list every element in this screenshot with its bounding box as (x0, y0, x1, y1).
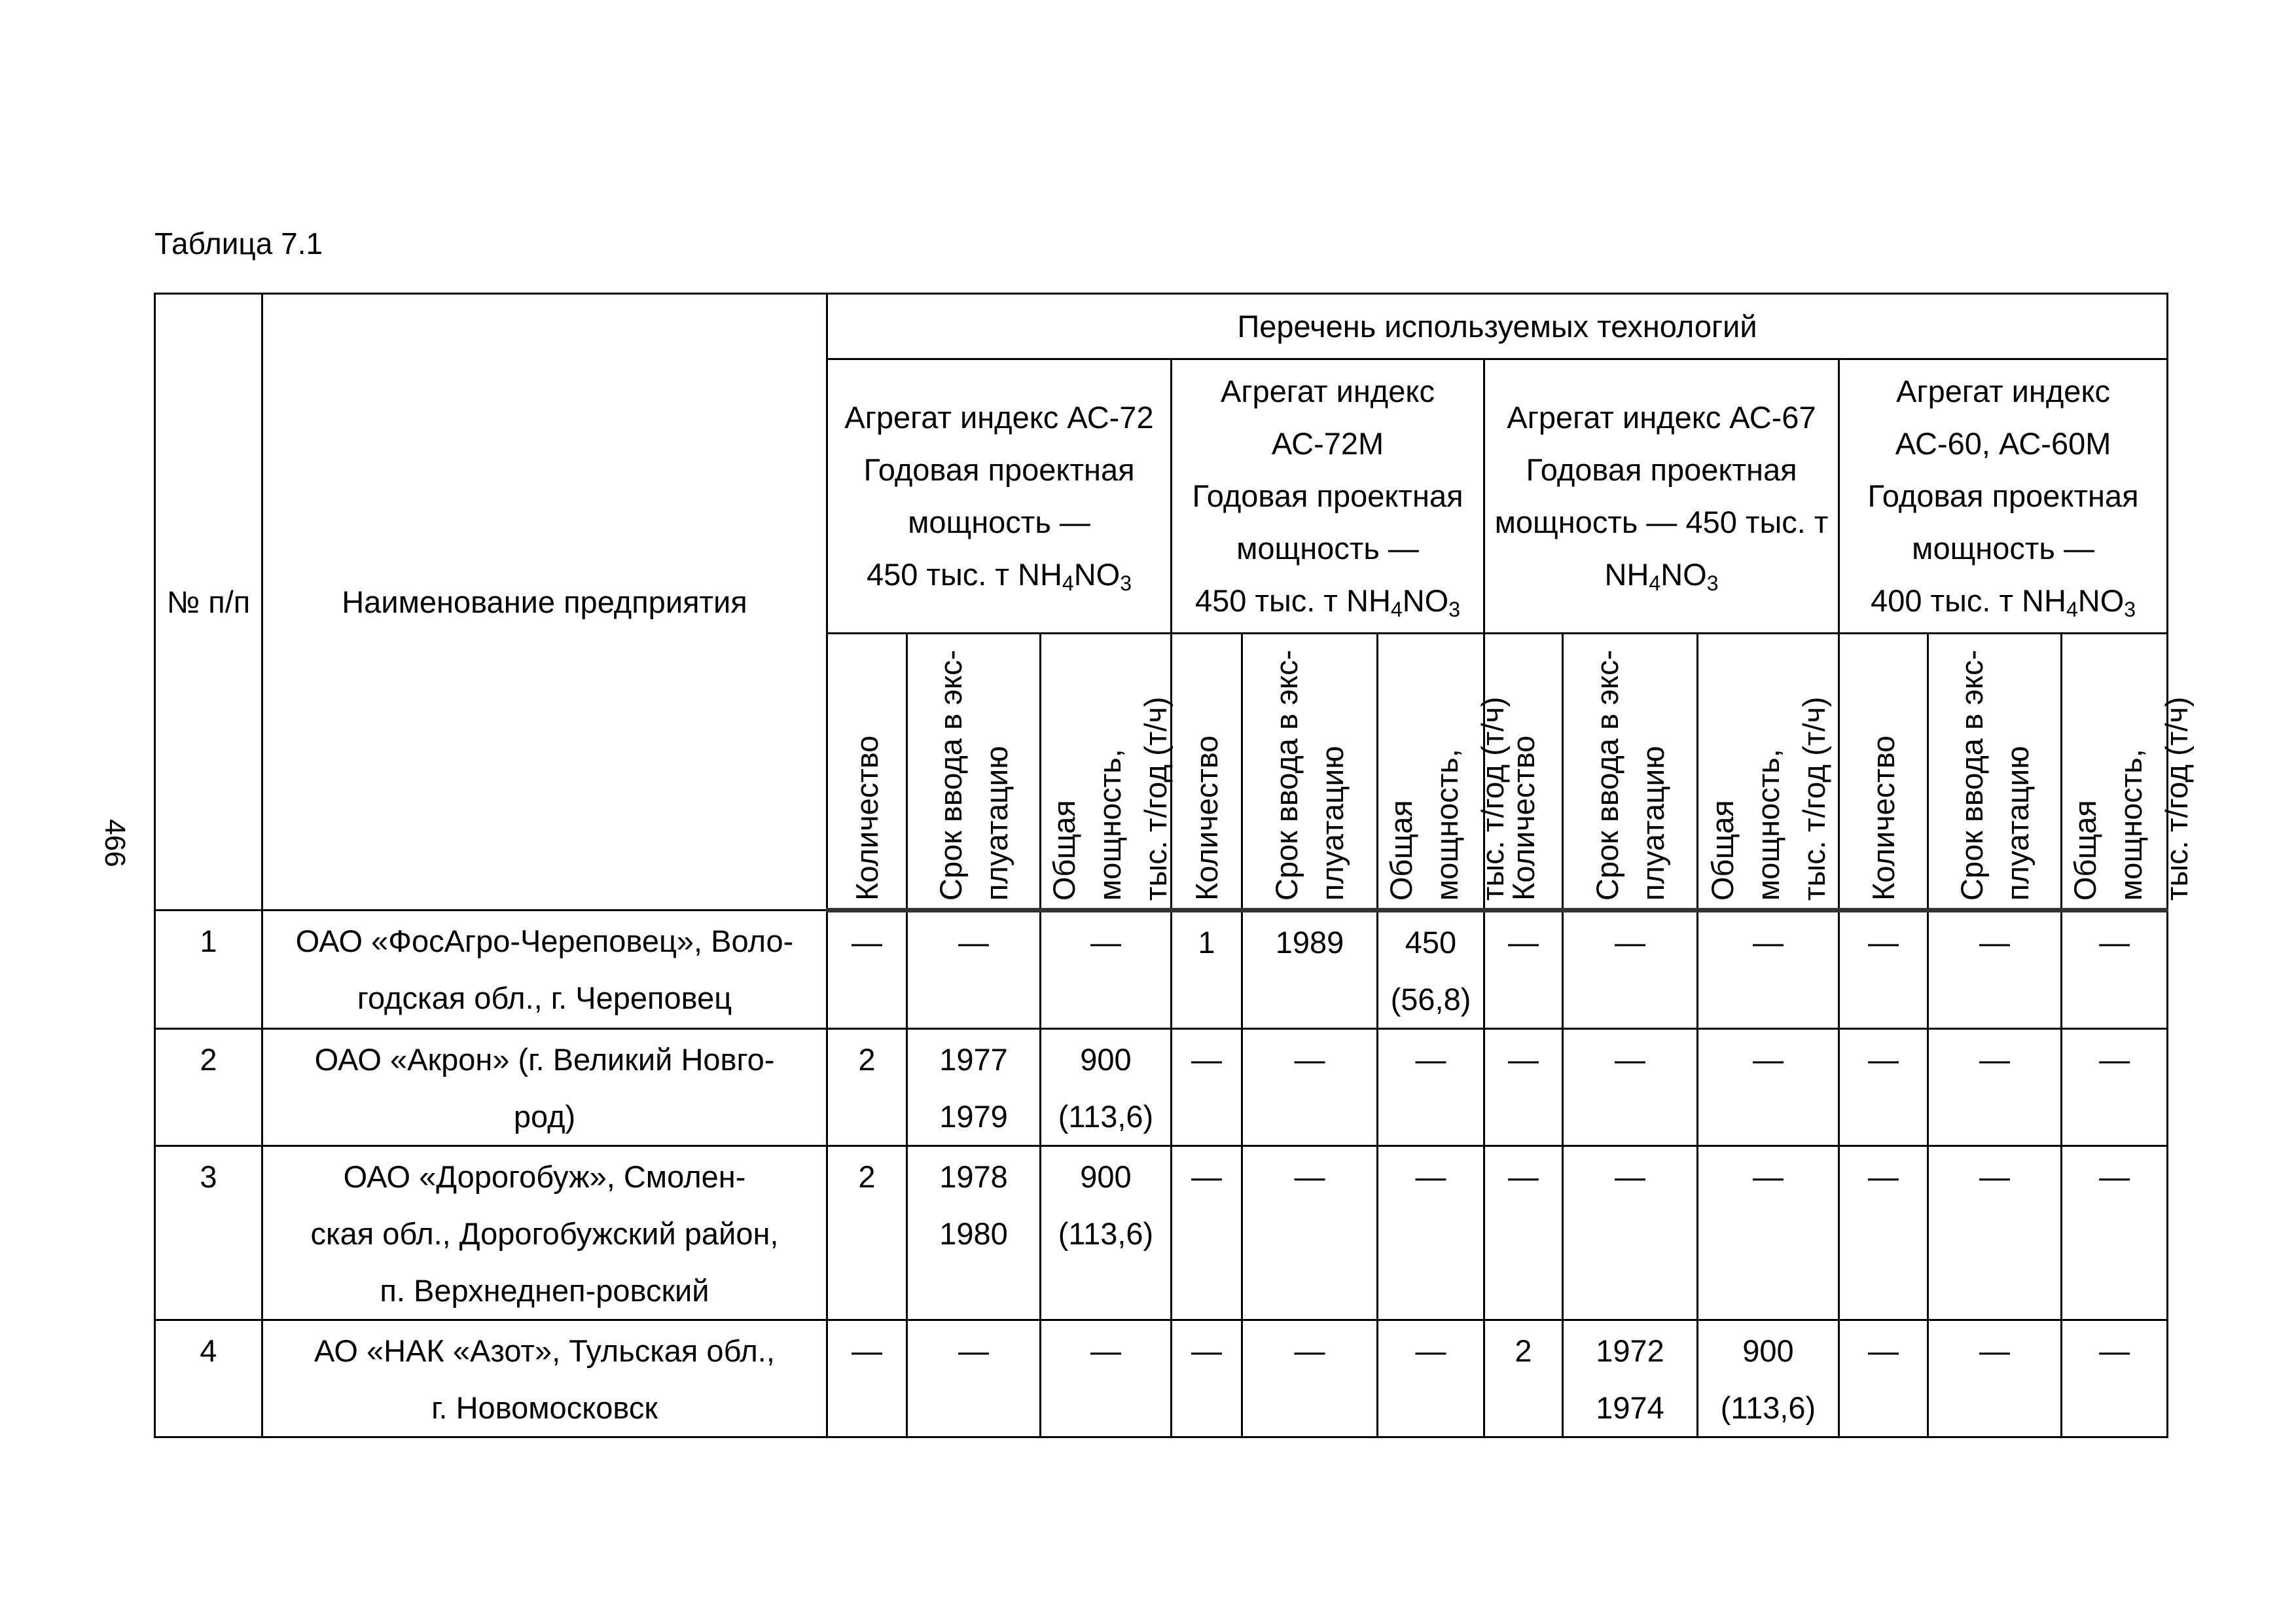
table-cell: 2 (1484, 1320, 1563, 1437)
table-cell: — (1484, 1146, 1563, 1320)
header-tech-ac72: Агрегат индекс АС-72 Годовая проектная мощность — 450 тыс. т $NH_4NO_3$ (827, 359, 1172, 634)
header-technologies-group: Перечень используемых технологий (827, 294, 2168, 359)
table-cell: — (1928, 1320, 2062, 1437)
table-cell: — (1563, 1146, 1698, 1320)
subheader-count: Количество (827, 634, 907, 911)
table-cell: — (1041, 911, 1172, 1029)
table-cell: 1989 (1242, 911, 1378, 1029)
table-cell: 1978 1980 (907, 1146, 1041, 1320)
row-number: 3 (155, 1146, 262, 1320)
table-cell: — (1242, 1320, 1378, 1437)
table-cell: — (1698, 1146, 1839, 1320)
table-cell: — (1928, 1029, 2062, 1146)
table-cell: — (1378, 1029, 1484, 1146)
table-cell: — (1378, 1146, 1484, 1320)
subheader-capacity: Общая мощность, тыс. т/год (т/ч) (1378, 634, 1484, 911)
subheader-commission-date: Срок ввода в экс- плуатацию (1928, 634, 2062, 911)
table-cell: — (1484, 1029, 1563, 1146)
table-cell: — (907, 1320, 1041, 1437)
table-cell: — (1698, 1029, 1839, 1146)
header-tech-ac72m: Агрегат индекс АС-72М Годовая проектная мощность — 450 тыс. т $NH_4NO_3$ (1172, 359, 1484, 634)
subheader-count: Количество (1484, 634, 1563, 911)
table-cell: — (1172, 1320, 1242, 1437)
table-cell: — (1172, 1146, 1242, 1320)
table-cell: — (2062, 1320, 2168, 1437)
table-cell: — (1242, 1146, 1378, 1320)
table-cell: 450 (56,8) (1378, 911, 1484, 1029)
header-tech-ac67: Агрегат индекс АС-67 Годовая проектная мощность — 450 тыс. т $NH_4NO_3$ (1484, 359, 1839, 634)
table-cell: — (2062, 1029, 2168, 1146)
table-cell: — (1839, 1146, 1928, 1320)
enterprise-name: АО «НАК «Азот», Тульская обл., г. Новомосковск (262, 1320, 827, 1437)
table-cell: — (2062, 1146, 2168, 1320)
enterprise-name: ОАО «Дорогобуж», Смолен- ская обл., Дорогобужский район, п. Верхнеднеп-ровский (262, 1146, 827, 1320)
table-cell: — (1378, 1320, 1484, 1437)
table-cell: — (1839, 911, 1928, 1029)
table-cell: 1972 1974 (1563, 1320, 1698, 1437)
subheader-count: Количество (1172, 634, 1242, 911)
table-cell: 2 (827, 1029, 907, 1146)
header-tech-ac60: Агрегат индекс АС-60, АС-60М Годовая проектная мощность — 400 тыс. т $NH_4NO_3$ (1839, 359, 2168, 634)
subheader-capacity: Общая мощность, тыс. т/год (т/ч) (1698, 634, 1839, 911)
technology-table (154, 293, 2194, 1438)
row-number: 2 (155, 1029, 262, 1146)
table-cell: — (2062, 911, 2168, 1029)
table-caption: Таблица 7.1 (154, 226, 323, 261)
table-cell: — (1839, 1029, 1928, 1146)
table-cell: — (1484, 911, 1563, 1029)
table-cell: — (1563, 1029, 1698, 1146)
subheader-count: Количество (1839, 634, 1928, 911)
table-cell: — (1242, 1029, 1378, 1146)
table-row (155, 1029, 2168, 1146)
table-cell: — (827, 1320, 907, 1437)
table-cell: 1977 1979 (907, 1029, 1041, 1146)
table-cell: — (907, 911, 1041, 1029)
table-cell: — (1839, 1320, 1928, 1437)
table-cell: 1 (1172, 911, 1242, 1029)
subheader-capacity: Общая мощность, тыс. т/год (т/ч) (1041, 634, 1172, 911)
subheader-commission-date: Срок ввода в экс- плуатацию (907, 634, 1041, 911)
table-cell: — (1172, 1029, 1242, 1146)
table-cell: 900 (113,6) (1698, 1320, 1839, 1437)
table-cell: 2 (827, 1146, 907, 1320)
subheader-capacity: Общая мощность, тыс. т/год (т/ч) (2062, 634, 2168, 911)
header-num: № п/п (155, 294, 262, 911)
table-row (155, 1320, 2168, 1437)
table-cell: — (1928, 1146, 2062, 1320)
table-cell: — (827, 911, 907, 1029)
table-body (155, 911, 2168, 1437)
table-cell: — (1563, 911, 1698, 1029)
table-row (155, 911, 2168, 1029)
table-row (155, 1146, 2168, 1320)
table-cell: 900 (113,6) (1041, 1146, 1172, 1320)
enterprise-name: ОАО «Акрон» (г. Великий Новго- род) (262, 1029, 827, 1146)
subheader-commission-date: Срок ввода в экс- плуатацию (1563, 634, 1698, 911)
table-cell: — (1698, 911, 1839, 1029)
header-enterprise-name: Наименование предприятия (262, 294, 827, 911)
row-number: 1 (155, 911, 262, 1029)
table-cell: — (1928, 911, 2062, 1029)
enterprise-name: ОАО «ФосАгро-Череповец», Воло- годская обл., г. Череповец (262, 911, 827, 1029)
subheader-commission-date: Срок ввода в экс- плуатацию (1242, 634, 1378, 911)
table-cell: 900 (113,6) (1041, 1029, 1172, 1146)
table-cell: — (1041, 1320, 1172, 1437)
row-number: 4 (155, 1320, 262, 1437)
page-number: 466 (99, 819, 131, 867)
